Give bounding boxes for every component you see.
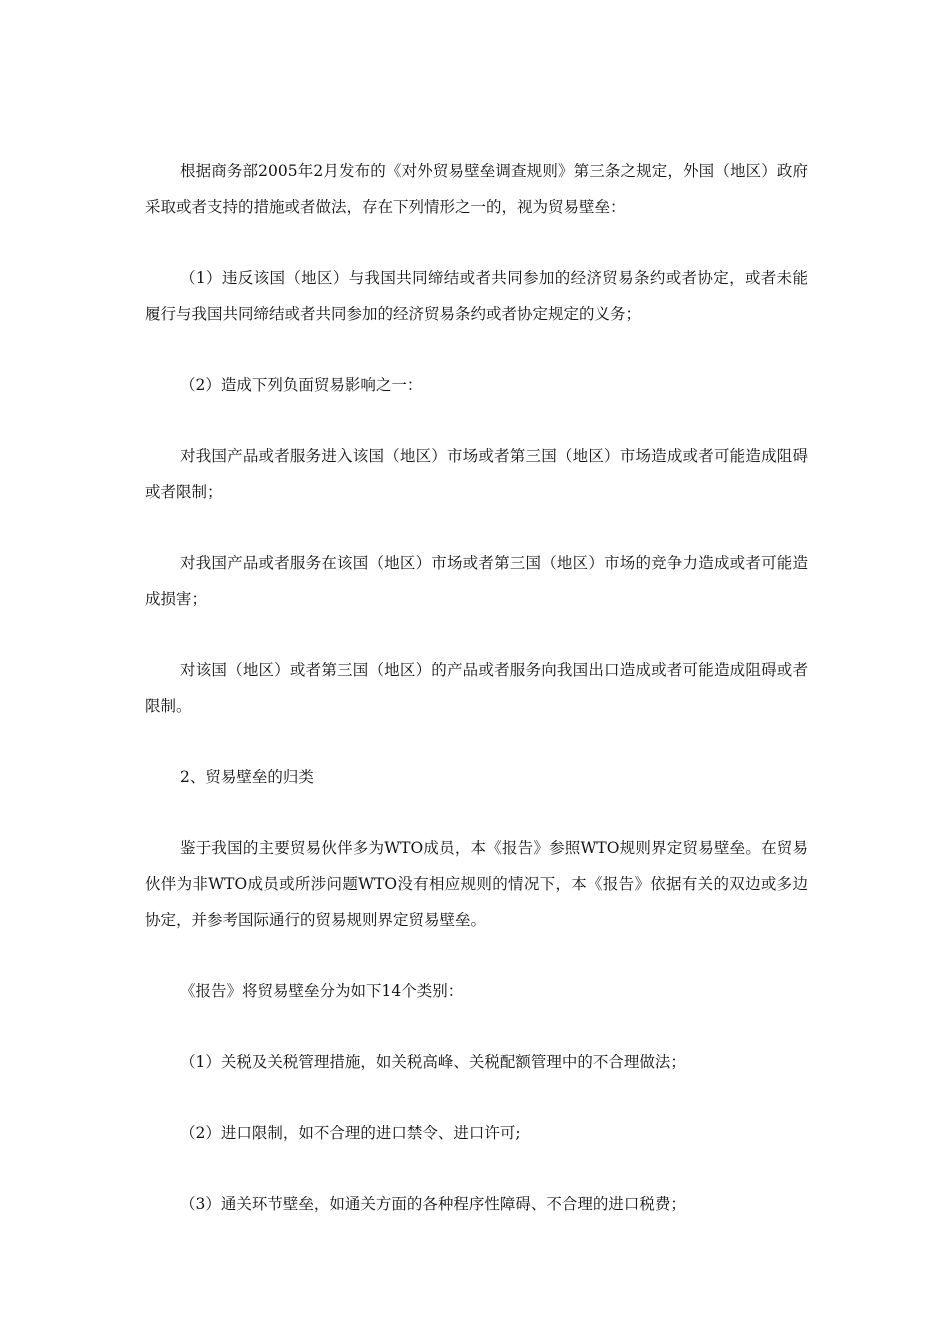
section-heading-classification: 2、贸易壁垒的归类: [180, 768, 314, 786]
paragraph-wto-basis: 鉴于我国的主要贸易伙伴多为WTO成员，本《报告》参照WTO规则界定贸易壁垒。在贸易伙伴为非WTO成员或所涉问题WTO没有相应规则的情况下，本《报告》依据有关的双边或多边协定，并参考国际通行的贸易规则界定贸易壁垒。: [145, 839, 808, 929]
list-item-tariffs: （1）关税及关税管理措施，如关税高峰、关税配额管理中的不合理做法；: [180, 1053, 686, 1071]
paragraph-impact-market-access: 对我国产品或者服务进入该国（地区）市场或者第三国（地区）市场造成或者可能造成阻碍或者限制；: [145, 447, 808, 501]
list-item-customs-barriers: （3）通关环节壁垒，如通关方面的各种程序性障碍、不合理的进口税费；: [180, 1195, 686, 1213]
paragraph-trade-barrier-definition: 根据商务部2005年2月发布的《对外贸易壁垒调查规则》第三条之规定，外国（地区）政府采取或者支持的措施或者做法，存在下列情形之一的，视为贸易壁垒：: [145, 162, 808, 216]
paragraph-impact-exports: 对该国（地区）或者第三国（地区）的产品或者服务向我国出口造成或者可能造成阻碍或者限制。: [145, 661, 808, 715]
list-item-import-restrictions: （2）进口限制，如不合理的进口禁令、进口许可;: [180, 1124, 521, 1142]
paragraph-item-1-violation: （1）违反该国（地区）与我国共同缔结或者共同参加的经济贸易条约或者协定，或者未能履行与我国共同缔结或者共同参加的经济贸易条约或者协定规定的义务；: [145, 269, 808, 323]
paragraph-item-2-negative-impact: （2）造成下列负面贸易影响之一：: [180, 376, 423, 394]
paragraph-14-categories: 《报告》将贸易壁垒分为如下14个类别：: [180, 982, 464, 1000]
paragraph-impact-competitiveness: 对我国产品或者服务在该国（地区）市场或者第三国（地区）市场的竞争力造成或者可能造成损害；: [145, 554, 808, 608]
